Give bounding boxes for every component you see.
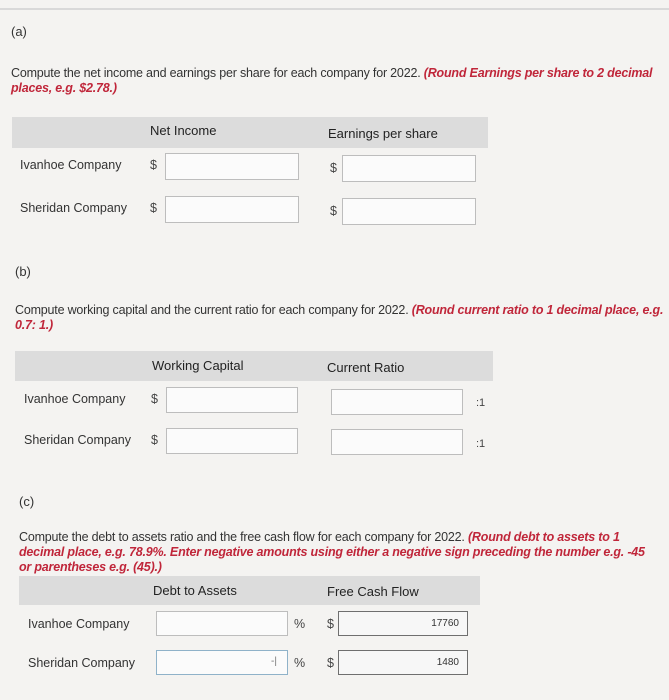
part-b-header-row [15,351,493,381]
working-capital-header: Working Capital [152,358,244,373]
part-c-row-label-ivanhoe: Ivanhoe Company [28,617,130,631]
ivanhoe-debt-to-assets-input[interactable] [156,611,288,636]
sheridan-net-income-input[interactable] [165,196,299,223]
sheridan-free-cash-flow-input[interactable] [338,650,468,675]
ratio-suffix: :1 [476,397,486,409]
dollar-sign: $ [330,204,337,218]
top-divider [0,8,669,10]
current-ratio-header: Current Ratio [327,360,405,375]
part-b-rounding-note: (Round current ratio to 1 decimal place, e.g. 0.7: 1.) [15,303,664,332]
part-a-instructions [11,66,667,96]
part-c-rounding-note: (Round debt to assets to 1 decimal place, e.g. 78.9%. Enter negative amounts using either a negative sign preceding the number e.g. -45 or parentheses e.g. (45).) [19,530,645,574]
sheridan-current-ratio-input[interactable] [331,429,463,455]
ratio-suffix: :1 [476,438,486,450]
part-b-label: (b) [15,264,31,279]
ivanhoe-net-income-input[interactable] [165,153,299,180]
eps-header: Earnings per share [328,126,438,141]
dollar-sign: $ [150,201,157,215]
text-cursor-icon: -| [271,656,277,667]
part-c-instructions [19,530,649,575]
sheridan-working-capital-input[interactable] [166,428,298,454]
part-c-instruction-text: Compute the debt to assets ratio and the free cash flow for each company for 2022. [19,530,465,544]
dollar-sign: $ [150,158,157,172]
part-c-row-label-sheridan: Sheridan Company [28,656,136,670]
ivanhoe-free-cash-flow-input[interactable] [338,611,468,636]
part-b-row-label-sheridan: Sheridan Company [24,433,132,447]
net-income-header: Net Income [150,123,217,138]
ivanhoe-working-capital-input[interactable] [166,387,298,413]
part-c-label: (c) [19,494,35,509]
dollar-sign: $ [151,392,158,406]
debt-to-assets-header: Debt to Assets [153,583,237,598]
percent-sign: % [294,617,306,631]
ivanhoe-current-ratio-input[interactable] [331,389,463,415]
sheridan-eps-input[interactable] [342,198,476,225]
part-b-instruction-text: Compute working capital and the current ratio for each company for 2022. [15,303,409,317]
percent-sign: % [294,656,306,670]
part-b-instructions [15,303,665,333]
part-a-label: (a) [11,24,27,39]
part-a-row-label-sheridan: Sheridan Company [20,201,128,215]
part-a-instruction-text: Compute the net income and earnings per share for each company for 2022. [11,66,421,80]
part-a-rounding-note: (Round Earnings per share to 2 decimal places, e.g. $2.78.) [11,66,653,95]
dollar-sign: $ [330,161,337,175]
part-a-row-label-ivanhoe: Ivanhoe Company [20,158,122,172]
dollar-sign: $ [327,656,334,670]
sheridan-debt-to-assets-input[interactable] [156,650,288,675]
dollar-sign: $ [151,433,158,447]
dollar-sign: $ [327,617,334,631]
ivanhoe-eps-input[interactable] [342,155,476,182]
free-cash-flow-header: Free Cash Flow [327,584,419,599]
part-b-row-label-ivanhoe: Ivanhoe Company [24,392,126,406]
